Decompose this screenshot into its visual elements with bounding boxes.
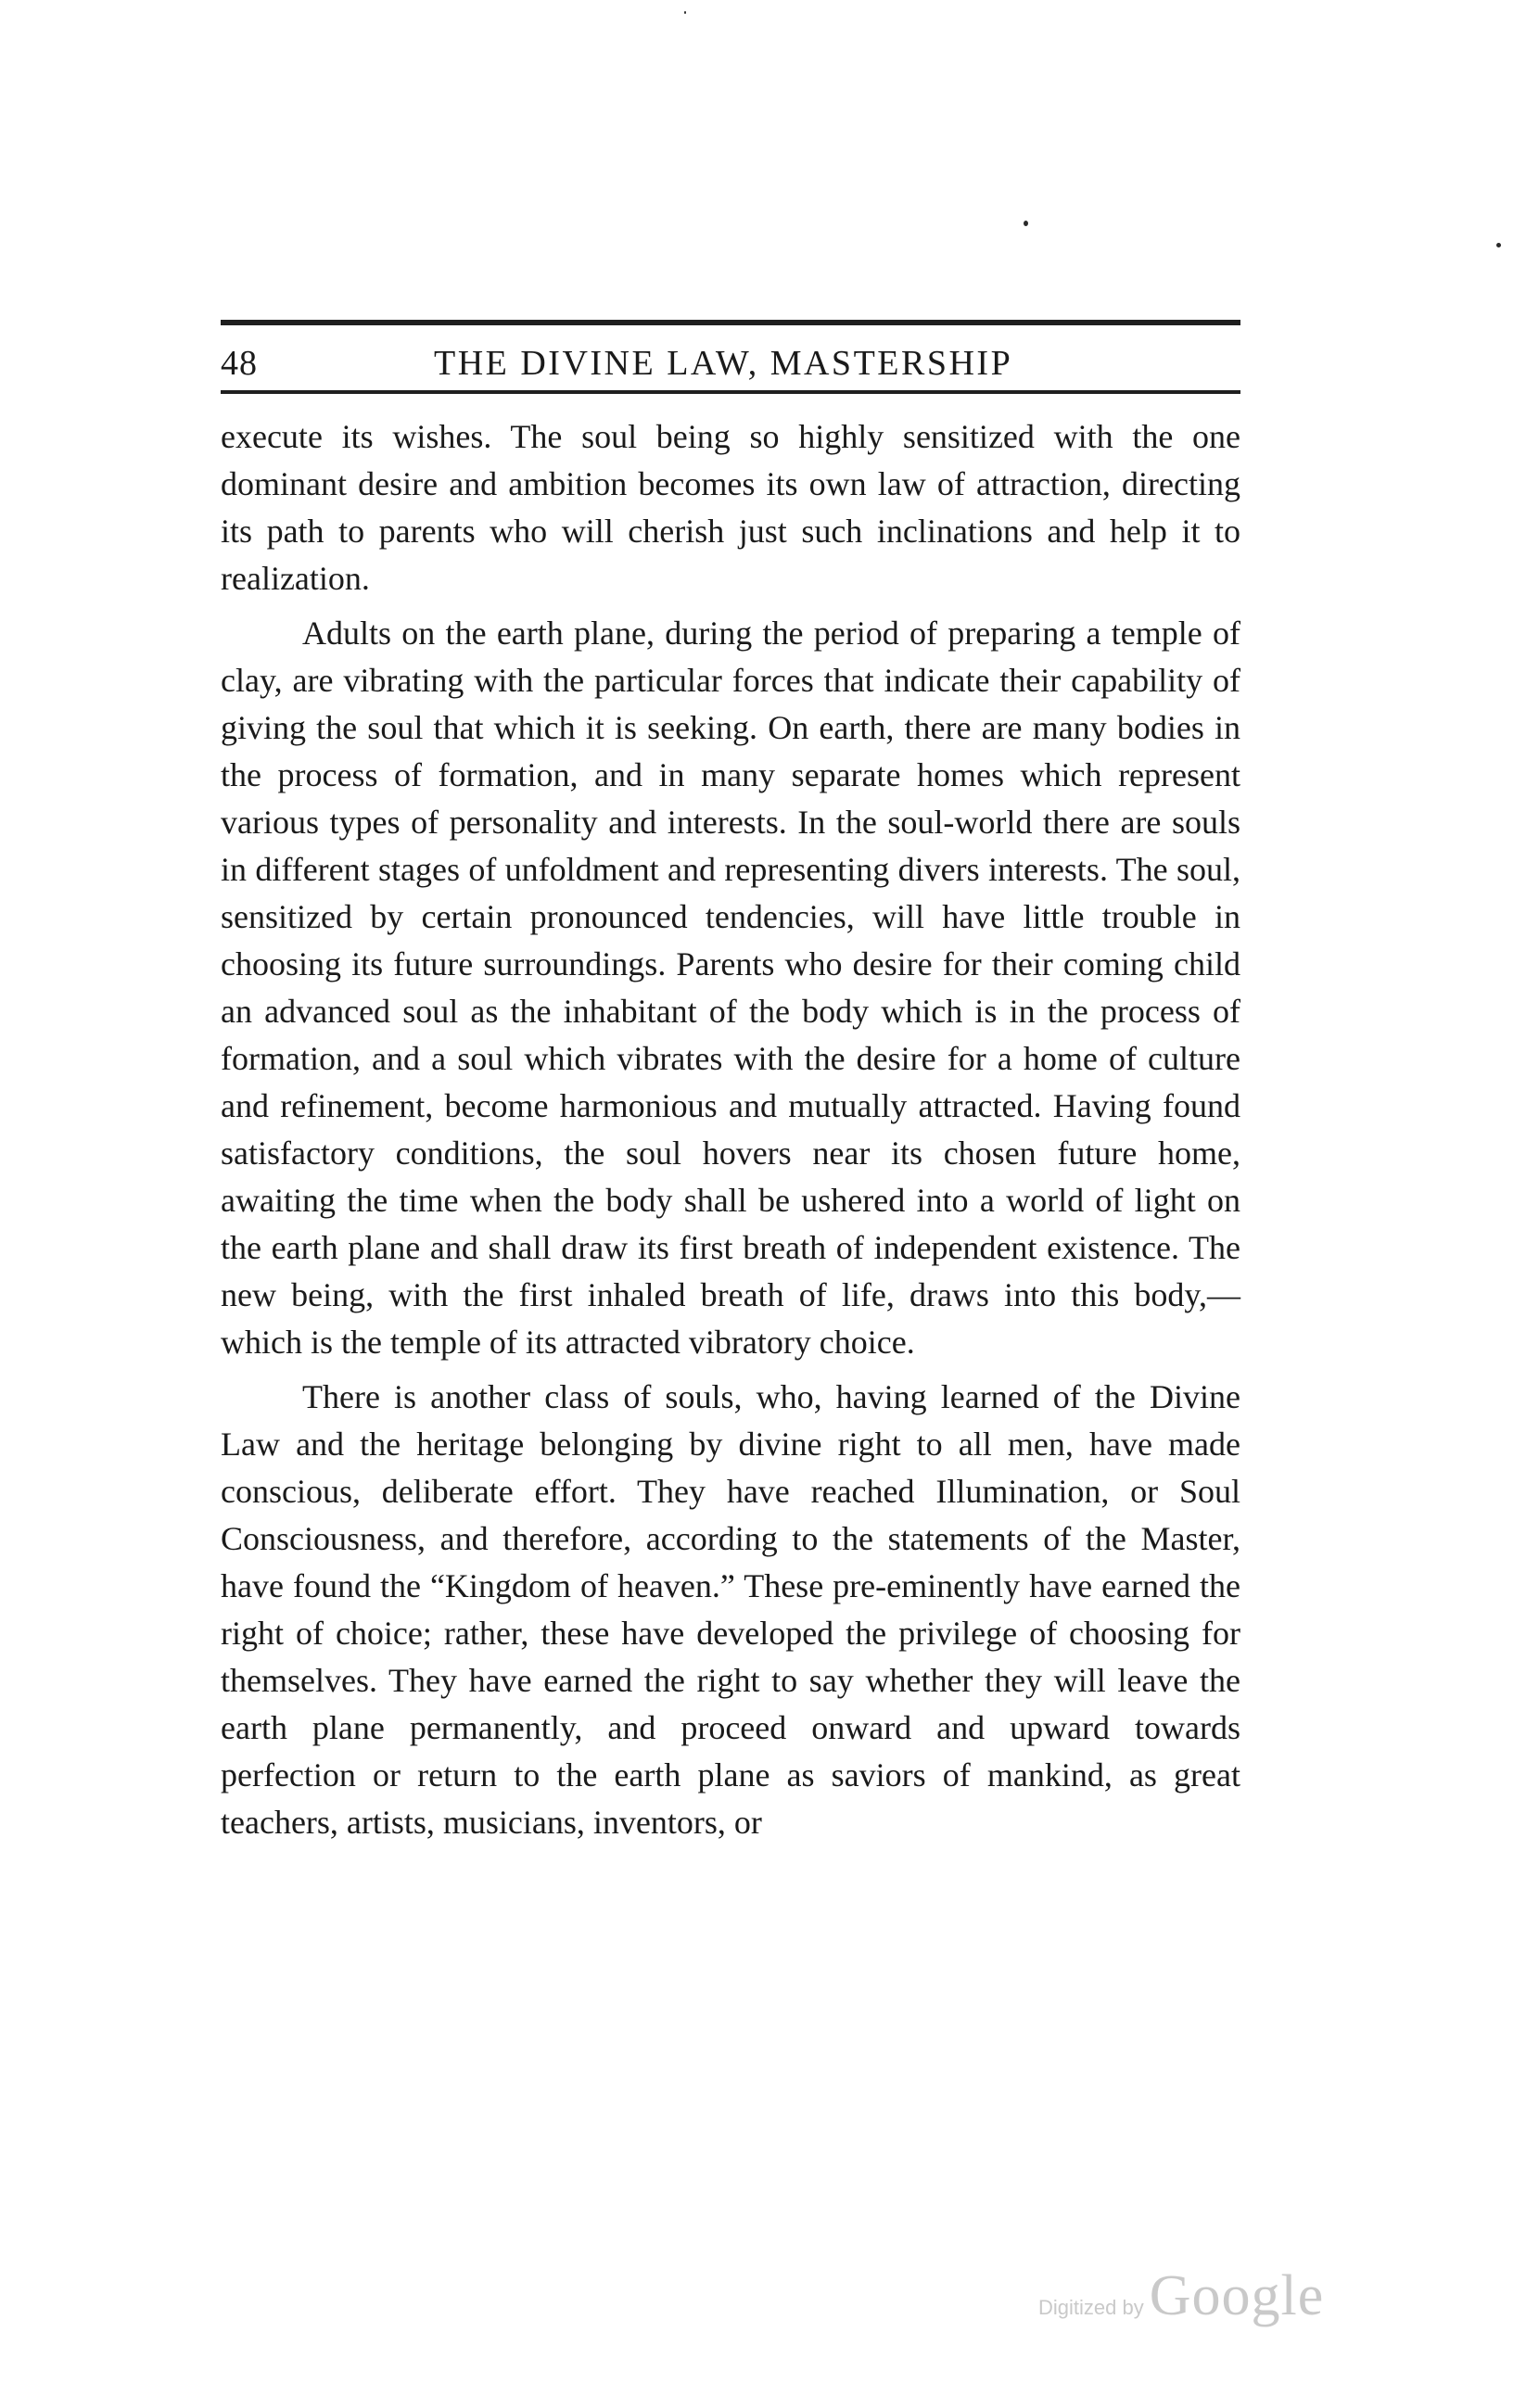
running-title: THE DIVINE LAW, MASTERSHIP bbox=[434, 344, 1013, 383]
paragraph-3: There is another class of souls, who, having learned of the Divine Law and the heritage belonging by divine right to all men, have made conscious, deliberate effort. They have reached Illumination, or Soul Consciousness, and therefore, according to the statements of the Master, have found the “Kingdom of heaven.” These pre-eminently have earned the right of choice; rather, these have developed the privilege of choosing for themselves. They have earned the right to say whether they will leave the earth plane permanently, and proceed onward and upward towards perfection or return to the earth plane as saviors of mankind, as great teachers, artists, musicians, inventors, or bbox=[221, 1378, 1240, 1841]
digitized-watermark bbox=[1038, 2263, 1324, 2329]
body-text bbox=[221, 413, 1240, 1846]
header-rule-bottom bbox=[221, 390, 1240, 394]
page-number: 48 bbox=[221, 344, 258, 383]
running-head bbox=[221, 339, 1240, 387]
scan-speck bbox=[1496, 243, 1501, 247]
scan-speck bbox=[1024, 221, 1028, 226]
paragraph-1: execute its wishes. The soul being so highly sensitized with the one dominant desire and ambition becomes its own law of attraction, directing its path to parents who will cherish just such inclinations and help it to realization. bbox=[221, 418, 1240, 597]
paragraph-2: Adults on the earth plane, during the period of preparing a temple of clay, are vibrating with the particular forces that indicate their capability of giving the soul that which it is seeking. On earth, there are many bodies in the process of formation, and in many separate homes which represent various types of personality and interests. In the soul-world there are souls in different stages of unfoldment and representing divers interests. The soul, sensitized by certain pronounced tendencies, will have little trouble in choosing its future surroundings. Parents who desire for their coming child an advanced soul as the inhabitant of the body which is in the process of formation, and a soul which vibrates with the desire for a home of culture and refinement, become harmonious and mutually attracted. Having found satisfactory conditions, the soul hovers near its chosen future home, awaiting the time when the body shall be ushered into a world of light on the earth plane and shall draw its first breath of independent existence. The new being, with the first inhaled breath of life, draws into this body,—which is the temple of its attracted vibratory choice. bbox=[221, 615, 1240, 1361]
google-logo: Google bbox=[1149, 2264, 1325, 2327]
watermark-prefix: Digitized by bbox=[1038, 2296, 1144, 2319]
header-rule-top bbox=[221, 320, 1240, 325]
scan-speck bbox=[684, 11, 686, 14]
